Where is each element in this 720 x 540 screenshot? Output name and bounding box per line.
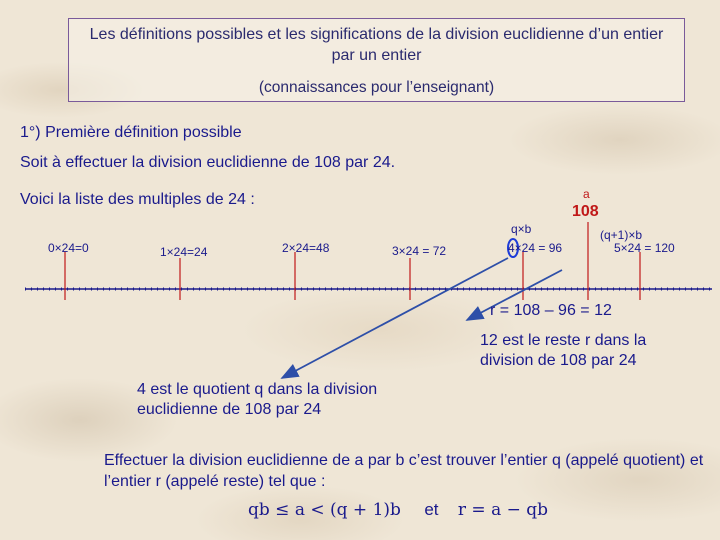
section-heading: 1°) Première définition possible [20, 124, 242, 141]
title-sub: (connaissances pour l’enseignant) [258, 79, 495, 96]
formula-conjunction: et [424, 500, 439, 519]
formula-inequality: qb ≤ a < (q + 1)b [248, 500, 401, 520]
a-value: 108 [572, 203, 599, 220]
tick-label-120: 5×24 = 120 [614, 241, 675, 255]
title-main: Les définitions possibles et les significations de la division euclidienne d’un entier par un entier [89, 26, 664, 64]
formula-equation: r = a − qb [457, 500, 549, 520]
conclusion-text: Effectuer la division euclidienne de a par b c’est trouver l’entier q (appelé quotient) et l’entier r (appelé reste) tel que : [104, 452, 704, 490]
formula [248, 500, 548, 520]
intro-text: Soit à effectuer la division euclidienne de 108 par 24. [20, 154, 396, 171]
tick-label-96: 4×24 = 96 [508, 241, 563, 255]
tick-label-0: 0×24=0 [48, 241, 89, 255]
remainder-equation: r = 108 – 96 = 12 [490, 302, 612, 319]
quotient-arrow [282, 258, 508, 378]
q-plus-one-b-label: (q+1)×b [600, 228, 643, 242]
multiples-label: Voici la liste des multiples de 24 : [20, 191, 255, 208]
a-label: a [583, 187, 590, 201]
qb-label: q×b [511, 222, 532, 236]
remainder-explanation: 12 est le reste r dans la division de 108 par 24 [480, 332, 647, 369]
quotient-explanation: 4 est le quotient q dans la division euclidienne de 108 par 24 [137, 381, 378, 418]
tick-label-72: 3×24 = 72 [392, 244, 447, 258]
tick-label-24: 1×24=24 [160, 245, 208, 259]
tick-label-48: 2×24=48 [282, 241, 330, 255]
